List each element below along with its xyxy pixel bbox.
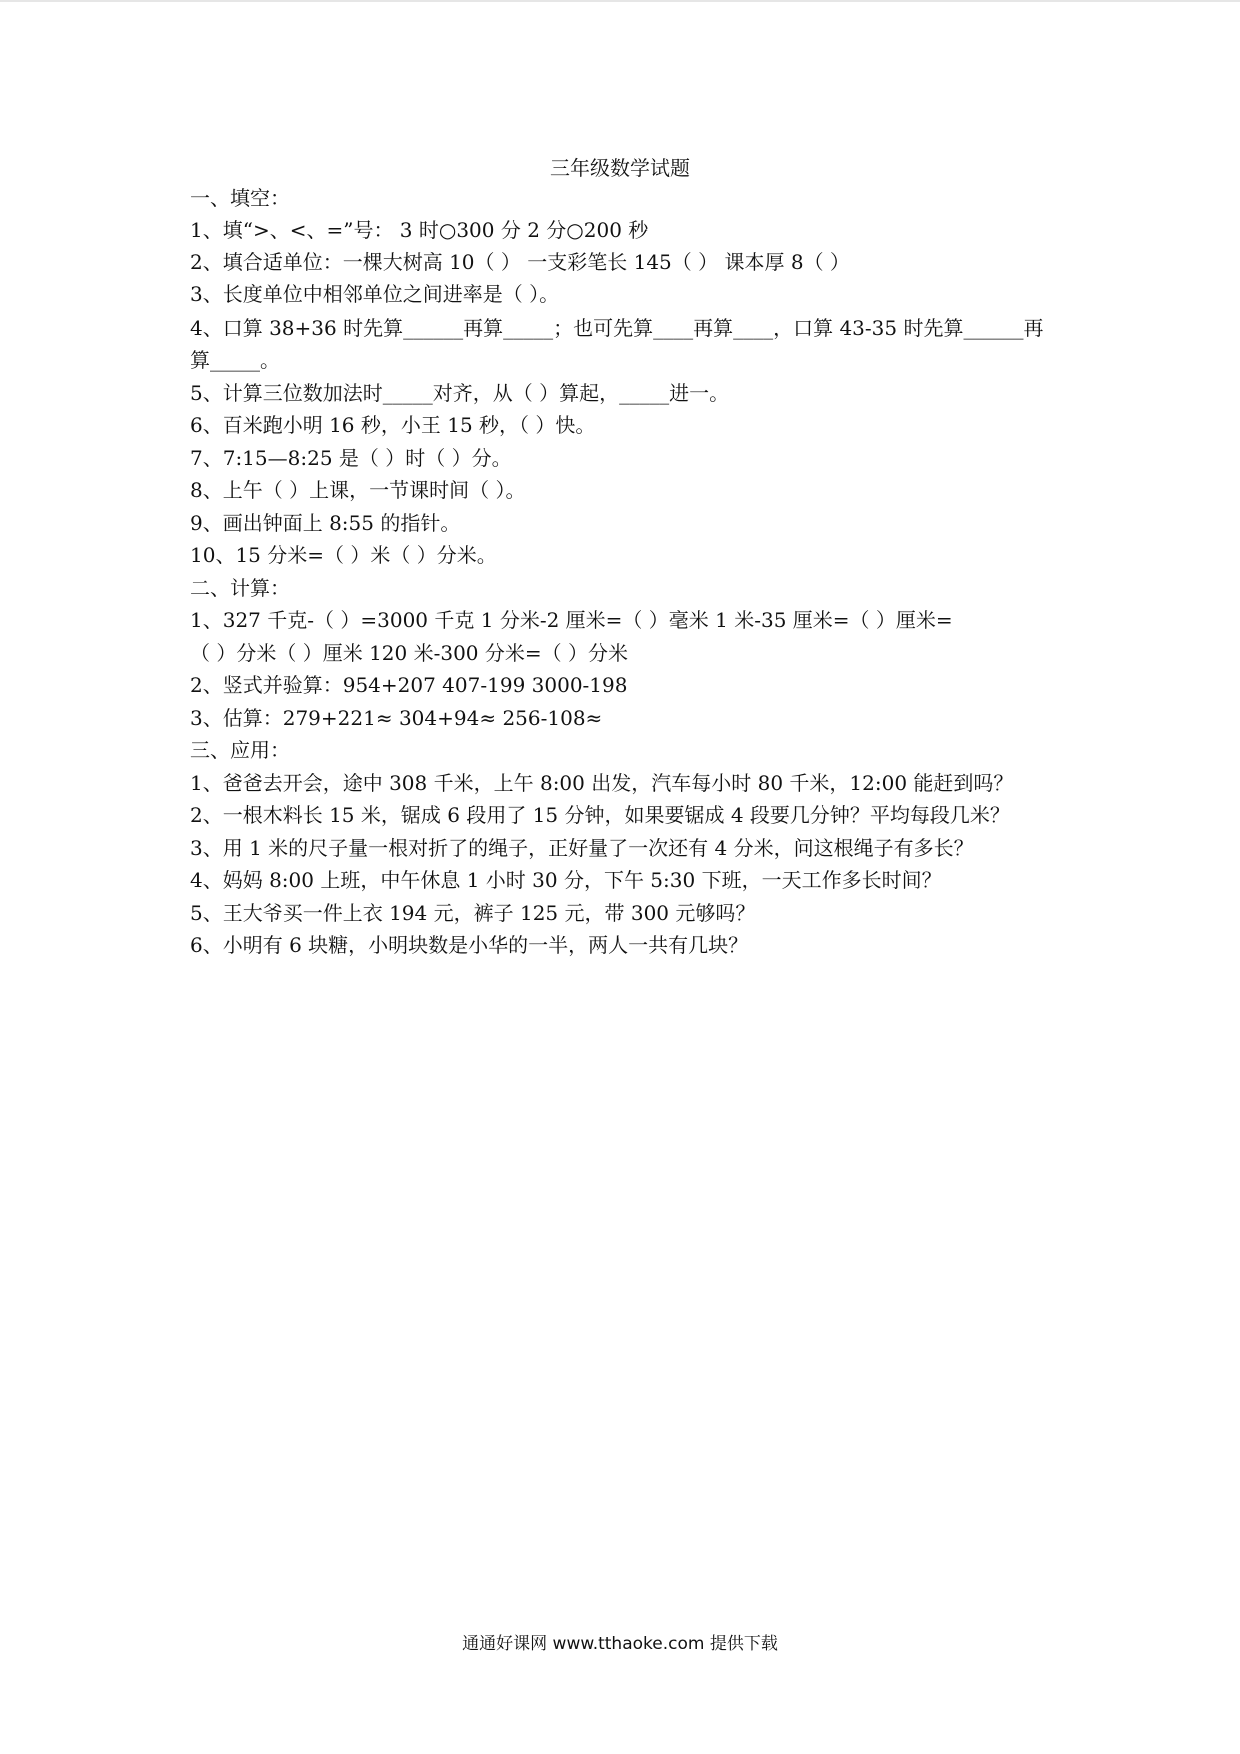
question-1-1: 1、填“>、<、=”号： 3 时○300 分 2 分○200 秒 <box>190 218 649 242</box>
scan-edge <box>0 0 1240 2</box>
question-1-2: 2、填合适单位：一棵大树高 10（ ） 一支彩笔长 145（ ） 课本厚 8（ ） <box>190 250 850 274</box>
question-2-2: 2、竖式并验算：954+207 407-199 3000-198 <box>190 673 628 697</box>
question-3-6: 6、小明有 6 块糖，小明块数是小华的一半，两人一共有几块？ <box>190 933 749 957</box>
question-2-1-line2: （ ）分米（ ）厘米 120 米-300 分米=（ ）分米 <box>190 641 629 665</box>
section-heading-calculate: 二、计算： <box>190 576 290 600</box>
section-heading-application: 三、应用： <box>190 738 290 762</box>
question-3-1: 1、爸爸去开会，途中 308 千米，上午 8:00 出发，汽车每小时 80 千米，12:00 能赶到吗？ <box>190 771 1014 795</box>
question-1-10: 10、15 分米=（ ）米（ ）分米。 <box>190 543 497 567</box>
question-2-1-line1: 1、327 千克-（ ）=3000 千克 1 分米-2 厘米=（ ）毫米 1 米-35 厘米=（ ）厘米= <box>190 608 953 632</box>
question-3-2: 2、一根木料长 15 米，锯成 6 段用了 15 分钟，如果要锯成 4 段要几分钟？平均每段几米？ <box>190 803 1010 827</box>
footer-credit: 通通好课网 www.tthaoke.com 提供下载 <box>462 1634 778 1654</box>
question-1-9: 9、画出钟面上 8:55 的指针。 <box>190 511 461 535</box>
question-1-6: 6、百米跑小明 16 秒，小王 15 秒，（ ）快。 <box>190 413 596 437</box>
question-3-4: 4、妈妈 8:00 上班，中午休息 1 小时 30 分，下午 5:30 下班，一天工作多长时间？ <box>190 868 942 892</box>
question-1-5: 5、计算三位数加法时_____对齐，从（ ）算起，_____进一。 <box>190 381 730 405</box>
question-1-8: 8、上午（ ）上课，一节课时间（ ）。 <box>190 478 526 502</box>
question-1-4-line1: 4、口算 38+36 时先算______再算_____；也可先算____再算____，口算 43-35 时先算______再 <box>190 316 1044 340</box>
question-3-3: 3、用 1 米的尺子量一根对折了的绳子，正好量了一次还有 4 分米，问这根绳子有多长？ <box>190 836 974 860</box>
question-1-7: 7、7:15—8:25 是（ ）时（ ）分。 <box>190 446 512 470</box>
question-2-3: 3、估算：279+221≈ 304+94≈ 256-108≈ <box>190 706 603 730</box>
question-1-3: 3、长度单位中相邻单位之间进率是（ ）。 <box>190 282 560 306</box>
section-heading-fill-in: 一、填空： <box>190 186 290 210</box>
question-1-4-line2: 算_____。 <box>190 348 280 372</box>
question-3-5: 5、王大爷买一件上衣 194 元，裤子 125 元，带 300 元够吗？ <box>190 901 756 925</box>
page-title: 三年级数学试题 <box>550 156 690 180</box>
